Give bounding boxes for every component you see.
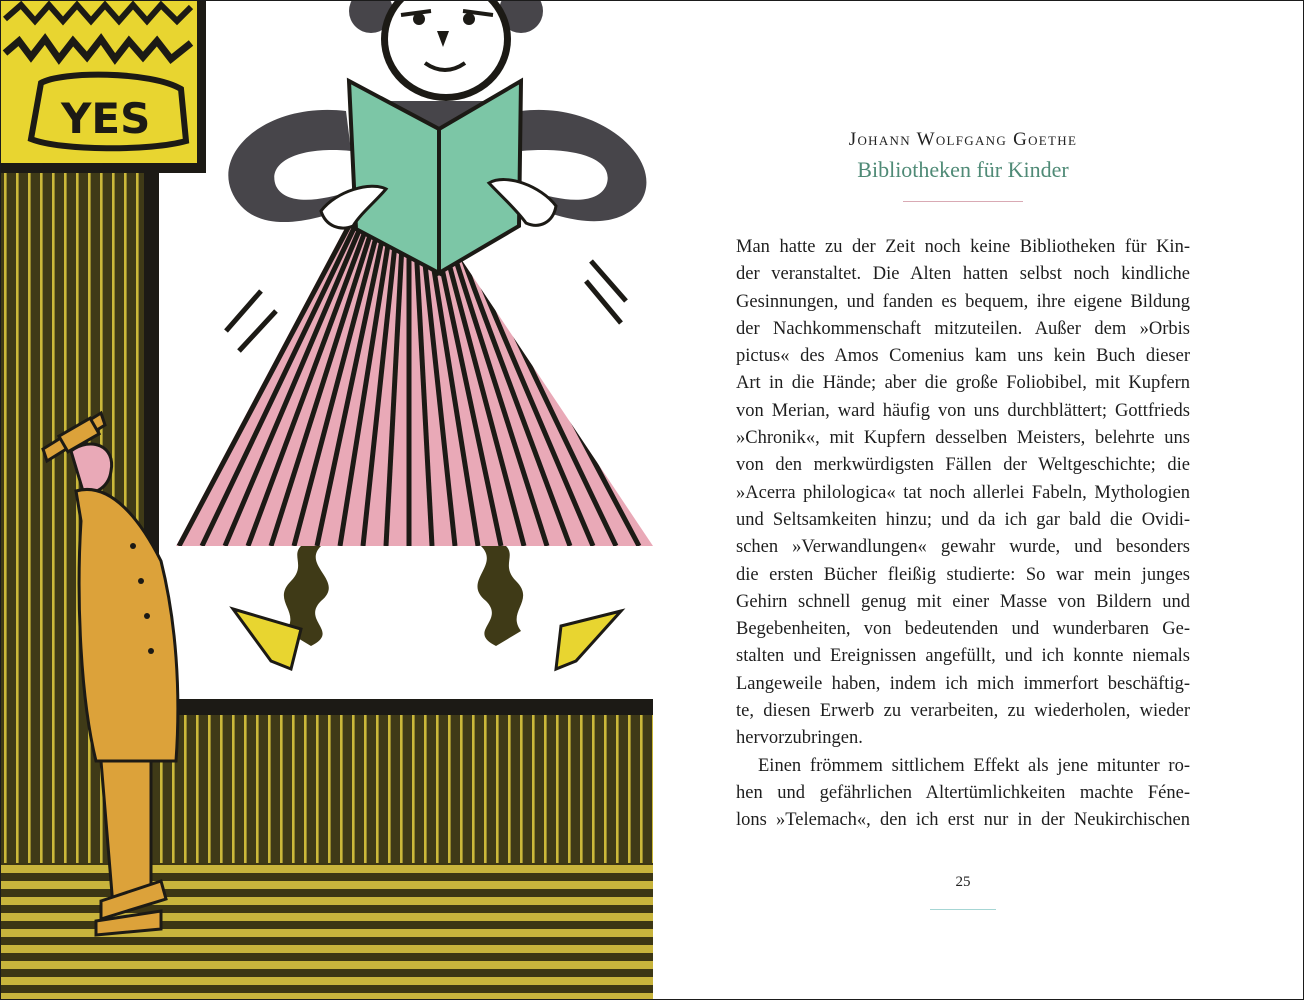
- text-line: »Chronik«, mit Kupfern desselben Meisters, belehrte uns: [736, 428, 1190, 449]
- text-line: hen und gefährlichen Altertümlichkeiten machte Féne-: [736, 782, 1190, 803]
- text-line: die ersten Bücher fleißig studierte: So war mein junges: [736, 564, 1190, 585]
- illustration-page: [1, 1, 653, 999]
- text-line: stalten und Ereignissen angefüllt, und ich konnte niemals: [736, 646, 1190, 667]
- text-line: Art in die Hände; aber die große Foliobibel, mit Kupfern: [736, 373, 1190, 394]
- text-line: und Seltsamkeiten hinzu; und da ich gar bald die Ovidi-: [736, 509, 1190, 530]
- page-number: 25: [955, 874, 971, 890]
- text-line: schen »Verwandlungen« gewahr wurde, und besonders: [736, 537, 1190, 558]
- text-line: te, diesen Erwerb zu verarbeiten, zu wiederholen, wieder: [736, 701, 1190, 722]
- text-line: hervorzubringen.: [736, 728, 863, 749]
- text-line: »Acerra philologica« tat noch allerlei Fabeln, Mythologien: [736, 482, 1190, 503]
- text-line: der Nachkommenschaft mitzuteilen. Außer dem »Orbis: [736, 318, 1190, 339]
- text-line: Einen frömmem sittlichem Effekt als jene mitunter ro-: [758, 755, 1190, 776]
- text-line: Gesinnungen, und fanden es bequem, ihre eigene Bildung: [736, 291, 1190, 312]
- woodcut-illustration: [1, 1, 653, 999]
- title-divider: [903, 201, 1023, 202]
- text-line: der veranstaltet. Die Alten hatten selbst noch kindliche: [736, 264, 1190, 285]
- text-line: von den merkwürdigsten Fällen der Weltgeschichte; die: [736, 455, 1190, 476]
- text-line: lons »Telemach«, den ich erst nur in der Neukirchischen: [736, 810, 1190, 831]
- text-line: Langeweile haben, indem ich mich immerfort beschäftig-: [736, 673, 1190, 694]
- text-line: von Merian, ward häufig von uns durchblättert; Gottfrieds: [736, 400, 1190, 421]
- chapter-title: Bibliotheken für Kinder: [857, 157, 1069, 182]
- text-line: pictus« des Amos Comenius kam uns kein Buch dieser: [736, 346, 1190, 367]
- text-page: [653, 1, 1303, 999]
- yes-sign: [1, 1, 206, 173]
- author-name: Johann Wolfgang Goethe: [848, 129, 1078, 150]
- body-text: [736, 234, 1190, 835]
- page-number-rule: [930, 909, 996, 910]
- svg-text:YES: YES: [61, 94, 151, 143]
- text-line: Begebenheiten, von bedeutenden und wunderbaren Ge-: [736, 619, 1190, 640]
- text-line: Man hatte zu der Zeit noch keine Bibliotheken für Kin-: [736, 237, 1190, 257]
- text-line: Gehirn schnell genug mit einer Masse von Bildern und: [736, 591, 1190, 612]
